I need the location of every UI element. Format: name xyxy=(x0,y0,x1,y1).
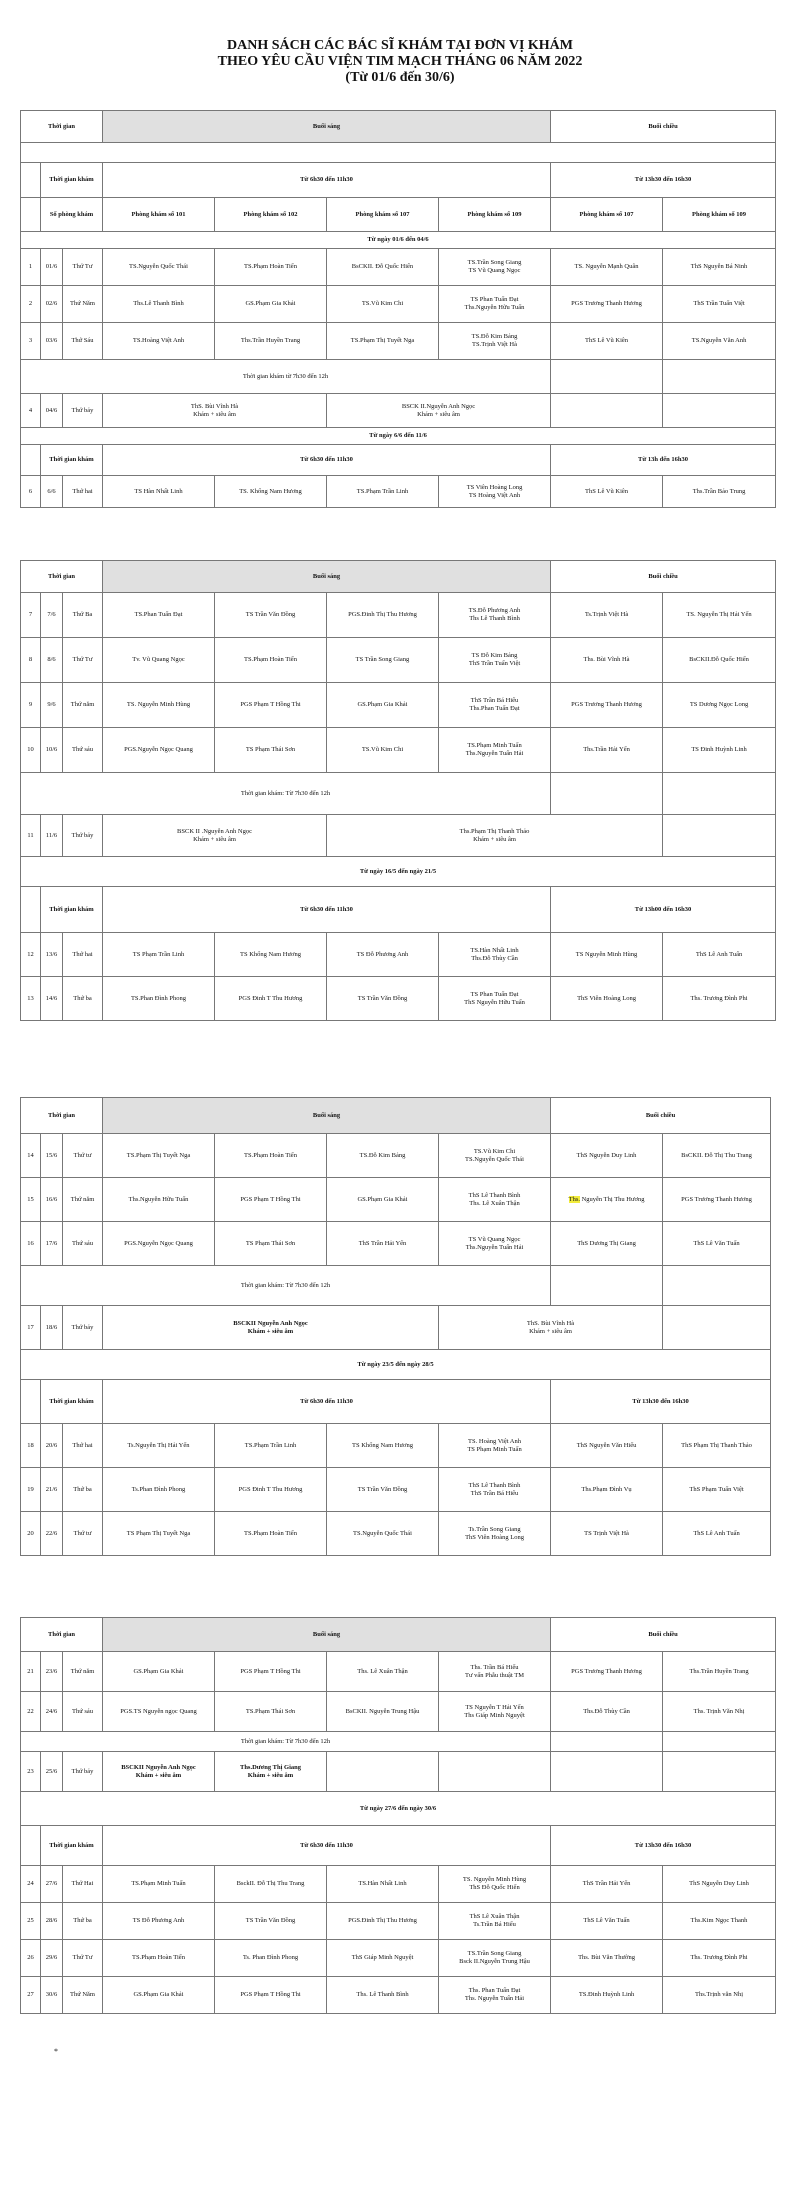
room-102-doctor: TS.Phạm Hoàn Tiến xyxy=(215,249,327,286)
header-afternoon: Buổi chiều xyxy=(551,1618,776,1652)
row-number: 21 xyxy=(21,1652,41,1692)
schedule-row xyxy=(21,1977,776,2014)
room-109-doctor: ThS Trần Bá Hiếu Ths.Phan Tuấn Đạt xyxy=(439,683,551,728)
afternoon-room-109-doctor: BsCKII. Đỗ Thị Thu Trang xyxy=(663,1134,771,1178)
room-101-doctor: TS.Phạm Thị Tuyết Nga xyxy=(103,1134,215,1178)
row-weekday: Thứ Hai xyxy=(63,1866,103,1903)
header-time: Thời gian xyxy=(21,1618,103,1652)
afternoon-room-107-doctor: PGS Trương Thanh Hương xyxy=(551,286,663,323)
room-102-doctor: PGS Phạm T Hồng Thi xyxy=(215,1178,327,1222)
room-107-afternoon: Phòng khám số 107 xyxy=(551,198,663,232)
room-107-doctor: PGS.Đinh Thị Thu Hương xyxy=(327,593,439,638)
row-date: 13/6 xyxy=(41,933,63,977)
morning-hours: Từ 6h30 đến 11h30 xyxy=(103,445,551,476)
saturday-doctor-a: BSCKII Nguyễn Anh Ngọc Khám + siêu âm xyxy=(103,1306,439,1350)
row-date: 18/6 xyxy=(41,1306,63,1350)
room-101-doctor: TS.Phạm Hoàn Tiến xyxy=(103,1940,215,1977)
afternoon-room-109-doctor: ThS Phạm Tuấn Việt xyxy=(663,1468,771,1512)
row-weekday: Thứ sáu xyxy=(63,1692,103,1732)
schedule-table-1 xyxy=(20,110,776,508)
afternoon-hours: Từ 13h30 đến 16h30 xyxy=(551,163,776,198)
row-weekday: Thứ tư xyxy=(63,1512,103,1556)
row-number: 25 xyxy=(21,1903,41,1940)
afternoon-hours: Từ 13h30 đến 16h30 xyxy=(551,1380,771,1424)
saturday-doctor-b: ThS. Bùi Vĩnh Hà Khám + siêu âm xyxy=(439,1306,663,1350)
afternoon-room-107-doctor: ThS Lê Vũ Kiên xyxy=(551,476,663,508)
row-date: 28/6 xyxy=(41,1903,63,1940)
row-date: 20/6 xyxy=(41,1424,63,1468)
afternoon-room-107-doctor: TS.Đinh Huỳnh Linh xyxy=(551,1977,663,2014)
room-107-doctor: ThS Giáp Minh Nguyệt xyxy=(327,1940,439,1977)
afternoon-room-109-doctor: ThS Lê Văn Tuấn xyxy=(663,1222,771,1266)
room-107-doctor: TS Khổng Nam Hương xyxy=(327,1424,439,1468)
room-101-doctor: TS. Nguyễn Minh Hùng xyxy=(103,683,215,728)
row-number: 13 xyxy=(21,977,41,1021)
row-weekday: Thứ bảy xyxy=(63,394,103,428)
room-109-doctor: TS.Trần Song Giang Bsck II.Nguyễn Trung Hậu xyxy=(439,1940,551,1977)
row-date: 22/6 xyxy=(41,1512,63,1556)
room-101-doctor: TS Hàn Nhất Linh xyxy=(103,476,215,508)
room-109-doctor: TS Nguyễn T Hải Yến Ths Giáp Minh Nguyệt xyxy=(439,1692,551,1732)
label-exam-time: Thời gian khám xyxy=(41,887,103,933)
schedule-row xyxy=(21,1940,776,1977)
afternoon-room-109-doctor: TS. Nguyễn Thị Hải Yến xyxy=(663,593,776,638)
schedule-row xyxy=(21,728,776,773)
room-102-doctor: TS Trần Văn Đồng xyxy=(215,1903,327,1940)
row-weekday: Thứ ba xyxy=(63,1468,103,1512)
saturday-hours-note: Thời gian khám từ 7h30 đến 12h xyxy=(21,360,551,394)
room-101-doctor: Ts.Phan Đình Phong xyxy=(103,1468,215,1512)
doctor-name: Nguyễn Thị Thu Hương xyxy=(579,1195,645,1203)
schedule-row xyxy=(21,1866,776,1903)
section-heading: Từ ngày 01/6 đến 04/6 xyxy=(21,232,776,249)
section-heading: Từ ngày 6/6 đến 11/6 xyxy=(21,428,776,445)
morning-hours: Từ 6h30 đến 11h30 xyxy=(103,887,551,933)
row-number: 7 xyxy=(21,593,41,638)
row-date: 10/6 xyxy=(41,728,63,773)
room-109-doctor: TS.Vũ Kim Chi TS.Nguyễn Quốc Thái xyxy=(439,1134,551,1178)
room-107-doctor: Ths. Lê Xuân Thận xyxy=(327,1652,439,1692)
afternoon-room-109-doctor: Ths.Trần Huyền Trang xyxy=(663,1652,776,1692)
morning-hours: Từ 6h30 đến 11h30 xyxy=(103,163,551,198)
header-time: Thời gian xyxy=(21,561,103,593)
room-102-doctor: TS. Khổng Nam Hương xyxy=(215,476,327,508)
schedule-row xyxy=(21,1222,771,1266)
row-date: 29/6 xyxy=(41,1940,63,1977)
row-date: 8/6 xyxy=(41,638,63,683)
row-weekday: Thứ năm xyxy=(63,1652,103,1692)
afternoon-room-107-doctor: Ths.Đỗ Thùy Cần xyxy=(551,1692,663,1732)
row-number: 15 xyxy=(21,1178,41,1222)
afternoon-room-107-doctor: Ths.Phạm Đình Vụ xyxy=(551,1468,663,1512)
room-107-doctor: TS.Đỗ Kim Bảng xyxy=(327,1134,439,1178)
row-weekday: Thứ tư xyxy=(63,1134,103,1178)
row-number: 4 xyxy=(21,394,41,428)
section-heading: Từ ngày 23/5 đến ngày 28/5 xyxy=(21,1350,771,1380)
header-afternoon: Buổi chiều xyxy=(551,561,776,593)
room-107-doctor: PGS.Đinh Thị Thu Hương xyxy=(327,1903,439,1940)
header-afternoon: Buổi chiều xyxy=(551,1098,771,1134)
room-101-doctor: TS.Phan Tuấn Đạt xyxy=(103,593,215,638)
room-102-doctor: PGS Đinh T Thu Hương xyxy=(215,977,327,1021)
label-exam-time: Thời gian khám xyxy=(41,163,103,198)
room-107-doctor: TS Trần Song Giang xyxy=(327,638,439,683)
room-109-doctor: TS.Đỗ Phương Anh Ths Lê Thanh Bình xyxy=(439,593,551,638)
row-weekday: Thứ hai xyxy=(63,476,103,508)
schedule-table-4 xyxy=(20,1617,776,2014)
room-102-doctor: PGS Đinh T Thu Hương xyxy=(215,1468,327,1512)
afternoon-room-107-doctor: TS Trịnh Việt Hà xyxy=(551,1512,663,1556)
row-date: 11/6 xyxy=(41,815,63,857)
saturday-hours-note: Thời gian khám: Từ 7h30 đến 12h xyxy=(21,773,551,815)
row-weekday: Thứ sáu xyxy=(63,728,103,773)
label-room-number: Số phòng khám xyxy=(41,198,103,232)
row-date: 03/6 xyxy=(41,323,63,360)
afternoon-room-109-doctor: ThS Nguyễn Bá Ninh xyxy=(663,249,776,286)
room-101: Phòng khám số 101 xyxy=(103,198,215,232)
title-line-1: DANH SÁCH CÁC BÁC SĨ KHÁM TẠI ĐƠN VỊ KHÁM xyxy=(226,38,573,53)
afternoon-room-107-doctor: ThS Dương Thị Giang xyxy=(551,1222,663,1266)
label-exam-time: Thời gian khám xyxy=(41,1826,103,1866)
end-mark: * xyxy=(54,2047,58,2056)
afternoon-room-109-doctor: TS Dương Ngọc Long xyxy=(663,683,776,728)
afternoon-room-109-doctor: Ths.Kim Ngọc Thanh xyxy=(663,1903,776,1940)
room-109-doctor: TS.Hàn Nhất Linh Ths.Đỗ Thùy Cần xyxy=(439,933,551,977)
room-107-doctor: BsCKII. Đỗ Quốc Hiến xyxy=(327,249,439,286)
room-101-doctor: Ts.Nguyễn Thị Hải Yến xyxy=(103,1424,215,1468)
room-107-doctor: GS.Phạm Gia Khải xyxy=(327,1178,439,1222)
afternoon-room-107-doctor: ThS Trần Hải Yến xyxy=(551,1866,663,1903)
afternoon-room-107-doctor: Ths. Bùi Vĩnh Hà xyxy=(551,638,663,683)
spacer-row xyxy=(21,143,776,163)
schedule-row xyxy=(21,286,776,323)
room-102-doctor: TS.Phạm Hoàn Tiến xyxy=(215,638,327,683)
row-weekday: Thứ Năm xyxy=(63,286,103,323)
row-weekday: Thứ năm xyxy=(63,1178,103,1222)
room-107-doctor: BsCKII. Nguyễn Trung Hậu xyxy=(327,1692,439,1732)
room-109-doctor: Ths. Trần Bá Hiếu Tư vấn Phẫu thuật TM xyxy=(439,1652,551,1692)
afternoon-room-109-doctor: Ths.Trịnh văn Nhị xyxy=(663,1977,776,2014)
schedule-table-3 xyxy=(20,1097,771,1556)
room-102-doctor: TS.Phạm Hoàn Tiến xyxy=(215,1134,327,1178)
header-morning: Buổi sáng xyxy=(103,1618,551,1652)
saturday-doctor-b: BSCK II.Nguyễn Anh Ngọc Khám + siêu âm xyxy=(327,394,551,428)
room-109: Phòng khám số 109 xyxy=(439,198,551,232)
room-109-doctor: TS Viên Hoàng Long TS Hoàng Việt Anh xyxy=(439,476,551,508)
afternoon-room-109-doctor: TS.Nguyễn Văn Anh xyxy=(663,323,776,360)
afternoon-room-107-doctor: ThS Viên Hoàng Long xyxy=(551,977,663,1021)
afternoon-room-109-doctor: BsCKII.Đỗ Quốc Hiến xyxy=(663,638,776,683)
room-102-doctor: TS.Phạm Trần Linh xyxy=(215,1424,327,1468)
schedule-row xyxy=(21,476,776,508)
row-number: 11 xyxy=(21,815,41,857)
schedule-row xyxy=(21,1692,776,1732)
room-109-doctor: TS Đỗ Kim Bảng ThS Trần Tuấn Việt xyxy=(439,638,551,683)
saturday-doctor-b: Ths.Phạm Thị Thanh Thảo Khám + siêu âm xyxy=(327,815,663,857)
saturday-hours-note: Thời gian khám: Từ 7h30 đến 12h xyxy=(21,1732,551,1752)
label-exam-time: Thời gian khám xyxy=(41,1380,103,1424)
saturday-doctor-a: BSCK II .Nguyễn Anh Ngọc Khám + siêu âm xyxy=(103,815,327,857)
room-101-doctor: Ths.Nguyễn Hữu Tuấn xyxy=(103,1178,215,1222)
schedule-table-2 xyxy=(20,560,776,1021)
room-107-doctor: TS Trần Văn Đồng xyxy=(327,977,439,1021)
row-date: 04/6 xyxy=(41,394,63,428)
afternoon-room-109-doctor: Ths.Trần Bảo Trung xyxy=(663,476,776,508)
afternoon-room-107-doctor: ThS Lê Văn Tuấn xyxy=(551,1903,663,1940)
room-102-doctor: TS Phạm Thái Sơn xyxy=(215,728,327,773)
room-109-doctor: ThS Lê Thanh Bình ThS Trần Bá Hiếu xyxy=(439,1468,551,1512)
room-107-doctor: TS Đỗ Phương Anh xyxy=(327,933,439,977)
room-101-doctor: PGS.TS Nguyễn ngọc Quang xyxy=(103,1692,215,1732)
room-102-doctor: PGS Phạm T Hồng Thi xyxy=(215,683,327,728)
room-109-doctor: ThS Lê Thanh Bình Ths. Lê Xuân Thận xyxy=(439,1178,551,1222)
room-109-doctor: TS.Trần Song Giang TS Vũ Quang Ngọc xyxy=(439,249,551,286)
row-weekday: Thứ năm xyxy=(63,683,103,728)
row-weekday: Thứ bảy xyxy=(63,1752,103,1792)
row-date: 25/6 xyxy=(41,1752,63,1792)
row-number: 20 xyxy=(21,1512,41,1556)
row-number: 1 xyxy=(21,249,41,286)
room-107: Phòng khám số 107 xyxy=(327,198,439,232)
room-107-doctor: ThS Trần Hải Yến xyxy=(327,1222,439,1266)
document-title xyxy=(0,38,800,86)
section-heading: Từ ngày 16/5 đến ngày 21/5 xyxy=(21,857,776,887)
schedule-row xyxy=(21,1903,776,1940)
afternoon-hours: Từ 13h00 đến 16h30 xyxy=(551,887,776,933)
row-date: 15/6 xyxy=(41,1134,63,1178)
schedule-row xyxy=(21,638,776,683)
row-weekday: Thứ Tư xyxy=(63,638,103,683)
afternoon-room-109-doctor: ThS Trần Tuấn Việt xyxy=(663,286,776,323)
row-date: 01/6 xyxy=(41,249,63,286)
room-107-doctor: TS.Nguyễn Quốc Thái xyxy=(327,1512,439,1556)
room-107-doctor: TS.Vũ Kim Chi xyxy=(327,728,439,773)
saturday-hours-note: Thời gian khám: Từ 7h30 đến 12h xyxy=(21,1266,551,1306)
row-number: 24 xyxy=(21,1866,41,1903)
room-101-doctor: GS.Phạm Gia Khải xyxy=(103,1652,215,1692)
row-weekday: Thứ Tư xyxy=(63,249,103,286)
row-number: 22 xyxy=(21,1692,41,1732)
room-101-doctor: Tv. Vũ Quang Ngọc xyxy=(103,638,215,683)
afternoon-room-107-doctor: Ths.Trần Hải Yến xyxy=(551,728,663,773)
row-number: 16 xyxy=(21,1222,41,1266)
row-date: 24/6 xyxy=(41,1692,63,1732)
row-weekday: Thứ hai xyxy=(63,1424,103,1468)
header-morning: Buổi sáng xyxy=(103,1098,551,1134)
room-109-doctor: TS. Hoàng Việt Anh TS Phạm Minh Tuấn xyxy=(439,1424,551,1468)
schedule-row xyxy=(21,249,776,286)
schedule-row xyxy=(21,1468,771,1512)
schedule-row xyxy=(21,683,776,728)
room-102-doctor: BsckII. Đỗ Thị Thu Trang xyxy=(215,1866,327,1903)
row-number: 23 xyxy=(21,1752,41,1792)
row-date: 7/6 xyxy=(41,593,63,638)
row-weekday: Thứ Sáu xyxy=(63,323,103,360)
room-101-doctor: TS.Phạm Minh Tuấn xyxy=(103,1866,215,1903)
afternoon-room-109-doctor: PGS Trương Thanh Hương xyxy=(663,1178,771,1222)
afternoon-room-109-doctor: ThS Lê Anh Tuấn xyxy=(663,933,776,977)
afternoon-hours: Từ 13h30 đến 16h30 xyxy=(551,1826,776,1866)
afternoon-room-107-doctor: ThS Lê Vũ Kiên xyxy=(551,323,663,360)
row-weekday: Thứ hai xyxy=(63,933,103,977)
row-date: 16/6 xyxy=(41,1178,63,1222)
room-107-doctor: TS Trần Văn Đồng xyxy=(327,1468,439,1512)
room-107-doctor: GS.Phạm Gia Khải xyxy=(327,683,439,728)
room-107-doctor: TS.Hàn Nhất Linh xyxy=(327,1866,439,1903)
schedule-row xyxy=(21,1652,776,1692)
room-102-doctor: Ts. Phan Đình Phong xyxy=(215,1940,327,1977)
row-number: 3 xyxy=(21,323,41,360)
room-102-doctor: TS.Phạm Thái Sơn xyxy=(215,1692,327,1732)
row-number: 10 xyxy=(21,728,41,773)
afternoon-room-107-doctor: TS. Nguyễn Mạnh Quân xyxy=(551,249,663,286)
afternoon-room-109-doctor: Ths. Trương Đình Phi xyxy=(663,1940,776,1977)
highlighted-title: Ths. xyxy=(568,1195,580,1203)
room-101-doctor: PGS.Nguyễn Ngọc Quang xyxy=(103,1222,215,1266)
afternoon-room-109-doctor: Ths. Trịnh Văn Nhị xyxy=(663,1692,776,1732)
morning-hours: Từ 6h30 đến 11h30 xyxy=(103,1380,551,1424)
room-102-doctor: Ths.Trần Huyền Trang xyxy=(215,323,327,360)
room-109-doctor: TS Vũ Quang Ngọc Ths.Nguyễn Tuấn Hải xyxy=(439,1222,551,1266)
afternoon-room-107-doctor xyxy=(551,1178,663,1222)
row-number: 12 xyxy=(21,933,41,977)
afternoon-room-107-doctor: Ts.Trịnh Việt Hà xyxy=(551,593,663,638)
header-morning: Buổi sáng xyxy=(103,111,551,143)
room-102-doctor: PGS Phạm T Hồng Thi xyxy=(215,1977,327,2014)
title-line-3: (Từ 01/6 đến 30/6) xyxy=(345,70,455,85)
room-109-doctor: TS Phan Tuấn Đạt ThS Nguyễn Hữu Tuấn xyxy=(439,977,551,1021)
row-date: 6/6 xyxy=(41,476,63,508)
room-109-doctor: Ths. Phan Tuấn Đạt Ths. Nguyễn Tuấn Hải xyxy=(439,1977,551,2014)
schedule-row xyxy=(21,1512,771,1556)
room-102-doctor: TS.Phạm Hoàn Tiến xyxy=(215,1512,327,1556)
saturday-doctor-a: BSCKII Nguyễn Anh Ngọc Khám + siêu âm xyxy=(103,1752,215,1792)
room-102-doctor: TS Trần Văn Đồng xyxy=(215,593,327,638)
row-number: 6 xyxy=(21,476,41,508)
afternoon-room-109-doctor: ThS Nguyễn Duy Linh xyxy=(663,1866,776,1903)
section-heading: Từ ngày 27/6 đến ngày 30/6 xyxy=(21,1792,776,1826)
room-107-doctor: TS.Phạm Thị Tuyết Nga xyxy=(327,323,439,360)
room-102-doctor: GS.Phạm Gia Khải xyxy=(215,286,327,323)
schedule-row xyxy=(21,977,776,1021)
row-date: 21/6 xyxy=(41,1468,63,1512)
room-101-doctor: TS Đỗ Phương Anh xyxy=(103,1903,215,1940)
afternoon-room-109-doctor: ThS Phạm Thị Thanh Thảo xyxy=(663,1424,771,1468)
header-morning: Buổi sáng xyxy=(103,561,551,593)
afternoon-room-107-doctor: PGS Trương Thanh Hương xyxy=(551,1652,663,1692)
room-101-doctor: TS Phạm Thị Tuyết Nga xyxy=(103,1512,215,1556)
afternoon-room-107-doctor: ThS Nguyễn Duy Linh xyxy=(551,1134,663,1178)
room-107-doctor: TS.Vũ Kim Chi xyxy=(327,286,439,323)
afternoon-room-109-doctor: TS Đinh Huỳnh Linh xyxy=(663,728,776,773)
row-date: 9/6 xyxy=(41,683,63,728)
room-109-doctor: TS.Phạm Minh Tuấn Ths.Nguyễn Tuấn Hải xyxy=(439,728,551,773)
room-101-doctor: Ths.Lê Thanh Bình xyxy=(103,286,215,323)
afternoon-hours: Từ 13h đến 16h30 xyxy=(551,445,776,476)
room-101-doctor: TS Phạm Trần Linh xyxy=(103,933,215,977)
header-time: Thời gian xyxy=(21,111,103,143)
row-date: 27/6 xyxy=(41,1866,63,1903)
afternoon-room-109-doctor: Ths. Trương Đình Phi xyxy=(663,977,776,1021)
saturday-doctor-a: ThS. Bùi Vĩnh Hà Khám + siêu âm xyxy=(103,394,327,428)
room-101-doctor: PGS.Nguyễn Ngọc Quang xyxy=(103,728,215,773)
schedule-row xyxy=(21,1178,771,1222)
schedule-row xyxy=(21,1424,771,1468)
morning-hours: Từ 6h30 đến 11h30 xyxy=(103,1826,551,1866)
room-102: Phòng khám số 102 xyxy=(215,198,327,232)
row-number: 27 xyxy=(21,1977,41,2014)
room-109-doctor: TS Phan Tuấn Đạt Ths.Nguyễn Hữu Tuấn xyxy=(439,286,551,323)
room-109-doctor: ThS Lê Xuân Thận Ts.Trần Bá Hiếu xyxy=(439,1903,551,1940)
afternoon-room-107-doctor: PGS Trương Thanh Hương xyxy=(551,683,663,728)
row-weekday: Thứ ba xyxy=(63,1903,103,1940)
room-101-doctor: TS.Nguyễn Quốc Thái xyxy=(103,249,215,286)
schedule-row xyxy=(21,593,776,638)
row-weekday: Thứ sáu xyxy=(63,1222,103,1266)
room-109-doctor: TS. Nguyễn Minh Hùng ThS Đỗ Quốc Hiến xyxy=(439,1866,551,1903)
schedule-row xyxy=(21,933,776,977)
row-number: 26 xyxy=(21,1940,41,1977)
row-date: 02/6 xyxy=(41,286,63,323)
row-weekday: Thứ ba xyxy=(63,977,103,1021)
room-109-doctor: TS.Đỗ Kim Bảng TS.Trịnh Việt Hà xyxy=(439,323,551,360)
header-afternoon: Buổi chiều xyxy=(551,111,776,143)
afternoon-room-107-doctor: ThS Nguyễn Văn Hiếu xyxy=(551,1424,663,1468)
row-number: 2 xyxy=(21,286,41,323)
room-101-doctor: GS.Phạm Gia Khải xyxy=(103,1977,215,2014)
schedule-row xyxy=(21,1134,771,1178)
room-101-doctor: TS.Phan Đình Phong xyxy=(103,977,215,1021)
room-107-doctor: Ths. Lê Thanh Bình xyxy=(327,1977,439,2014)
row-date: 17/6 xyxy=(41,1222,63,1266)
room-102-doctor: TS Phạm Thái Sơn xyxy=(215,1222,327,1266)
row-weekday: Thứ Năm xyxy=(63,1977,103,2014)
afternoon-room-109-doctor: ThS Lê Anh Tuấn xyxy=(663,1512,771,1556)
row-date: 14/6 xyxy=(41,977,63,1021)
row-weekday: Thứ Ba xyxy=(63,593,103,638)
room-102-doctor: TS Khổng Nam Hương xyxy=(215,933,327,977)
row-number: 17 xyxy=(21,1306,41,1350)
room-102-doctor: PGS Phạm T Hồng Thi xyxy=(215,1652,327,1692)
row-weekday: Thứ bảy xyxy=(63,1306,103,1350)
label-exam-time: Thời gian khám xyxy=(41,445,103,476)
row-number: 14 xyxy=(21,1134,41,1178)
room-109-doctor: Ts.Trần Song Giang ThS Viên Hoàng Long xyxy=(439,1512,551,1556)
header-time: Thời gian xyxy=(21,1098,103,1134)
row-number: 19 xyxy=(21,1468,41,1512)
row-number: 9 xyxy=(21,683,41,728)
afternoon-room-107-doctor: Ths. Bùi Văn Thường xyxy=(551,1940,663,1977)
row-number: 8 xyxy=(21,638,41,683)
room-107-doctor: TS.Phạm Trần Linh xyxy=(327,476,439,508)
room-109-afternoon: Phòng khám số 109 xyxy=(663,198,776,232)
row-date: 23/6 xyxy=(41,1652,63,1692)
row-date: 30/6 xyxy=(41,1977,63,2014)
row-weekday: Thứ bảy xyxy=(63,815,103,857)
schedule-row xyxy=(21,323,776,360)
afternoon-room-107-doctor: TS Nguyễn Minh Hùng xyxy=(551,933,663,977)
title-line-2: THEO YÊU CẦU VIỆN TIM MẠCH THÁNG 06 NĂM 2022 xyxy=(217,54,583,69)
row-number: 18 xyxy=(21,1424,41,1468)
room-101-doctor: TS.Hoàng Việt Anh xyxy=(103,323,215,360)
saturday-doctor-b: Ths.Dương Thị Giang Khám + siêu âm xyxy=(215,1752,327,1792)
row-weekday: Thứ Tư xyxy=(63,1940,103,1977)
